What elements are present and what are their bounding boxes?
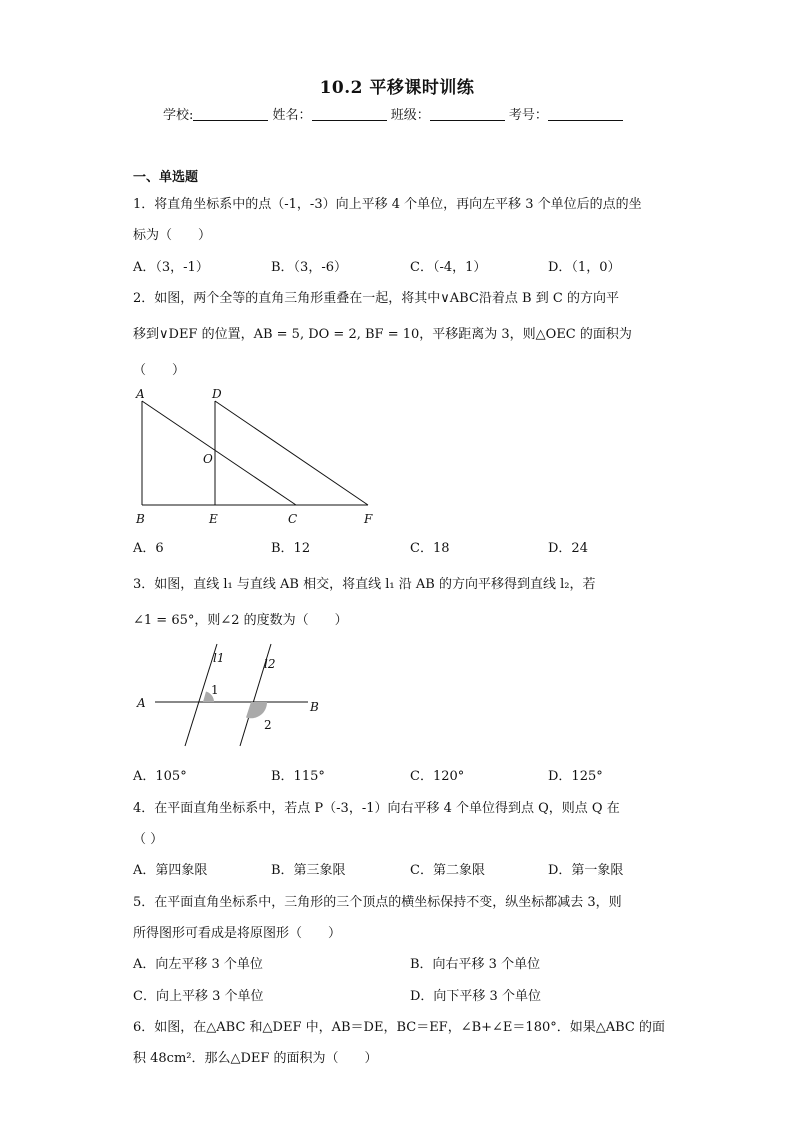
q2-option-a[interactable]: A．6 (133, 541, 164, 556)
class-blank[interactable] (430, 108, 505, 121)
label-d: D (212, 387, 222, 401)
q6-text-line1: 6．如图，在△ABC 和△DEF 中，AB＝DE，BC＝EF，∠B+∠E＝180°．如果△ABC 的面 (133, 1020, 665, 1035)
label-a: A (137, 696, 146, 710)
q1-option-a[interactable]: A．（3，-1） (133, 260, 209, 275)
label-b: B (310, 700, 319, 714)
exam-blank[interactable] (548, 108, 623, 121)
school-label: 学校: (163, 108, 194, 123)
q5-option-c[interactable]: C．向上平移 3 个单位 (133, 989, 264, 1004)
label-angle-2: 2 (264, 718, 272, 732)
q2-option-b[interactable]: B．12 (271, 541, 311, 556)
segment-df (215, 401, 368, 505)
label-l1: l1 (213, 651, 225, 665)
label-f: F (364, 512, 373, 526)
label-angle-1: 1 (211, 683, 219, 697)
q2-text-line1: 2．如图，两个全等的直角三角形重叠在一起，将其中∨ABC沿着点 B 到 C 的方向平 (133, 291, 619, 306)
label-o: O (203, 452, 213, 466)
name-label: 姓名： (272, 108, 312, 123)
q2-option-d[interactable]: D．24 (548, 541, 588, 556)
segment-ac (142, 401, 296, 505)
q4-option-d[interactable]: D．第一象限 (548, 863, 624, 878)
exam-label: 考号： (508, 108, 548, 123)
q4-option-c[interactable]: C．第二象限 (410, 863, 485, 878)
q4-text-line2: （ ） (133, 832, 164, 847)
name-blank[interactable] (312, 108, 387, 121)
school-blank[interactable] (193, 108, 268, 121)
q1-option-d[interactable]: D．（1，0） (548, 260, 621, 275)
q5-option-b[interactable]: B．向右平移 3 个单位 (410, 957, 541, 972)
section-heading: 一、单选题 (133, 170, 199, 185)
q3-text-line2: ∠1 = 65°，则∠2 的度数为（ ） (133, 613, 348, 628)
label-c: C (288, 512, 298, 526)
q3-option-d[interactable]: D．125° (548, 769, 603, 784)
q5-option-a[interactable]: A．向左平移 3 个单位 (133, 957, 263, 972)
q5-option-d[interactable]: D．向下平移 3 个单位 (410, 989, 541, 1004)
label-a: A (136, 387, 145, 401)
q1-option-b[interactable]: B．（3，-6） (271, 260, 347, 275)
label-b: B (136, 512, 145, 526)
page-title: 10.2 平移课时训练 (319, 78, 475, 98)
student-info-row (163, 104, 623, 123)
q4-text-line1: 4．在平面直角坐标系中，若点 P（-3，-1）向右平移 4 个单位得到点 Q，则点 Q 在 (133, 801, 620, 816)
q1-text-line1: 1．将直角坐标系中的点（-1，-3）向上平移 4 个单位，再向左平移 3 个单位后的点的坐 (133, 197, 642, 212)
q2-figure (130, 385, 390, 530)
class-label: 班级： (390, 108, 430, 123)
q2-text-line3: （ ） (133, 363, 186, 378)
q5-text-line1: 5．在平面直角坐标系中，三角形的三个顶点的横坐标保持不变，纵坐标都减去 3，则 (133, 895, 622, 910)
q4-option-b[interactable]: B．第三象限 (271, 863, 346, 878)
q3-option-c[interactable]: C．120° (410, 769, 465, 784)
q3-option-b[interactable]: B．115° (271, 769, 325, 784)
q1-text-line2: 标为（ ） (133, 228, 212, 243)
angle-2-mark (246, 702, 267, 718)
q2-option-c[interactable]: C．18 (410, 541, 450, 556)
q2-text-line2: 移到∨DEF 的位置，AB = 5, DO = 2, BF = 10，平移距离为 3，则△OEC 的面积为 (133, 327, 632, 342)
label-l2: l2 (264, 657, 276, 671)
q3-text-line1: 3．如图，直线 l₁ 与直线 AB 相交，将直线 l₁ 沿 AB 的方向平移得到直线 l₂，若 (133, 577, 596, 592)
q4-option-a[interactable]: A．第四象限 (133, 863, 208, 878)
q1-option-c[interactable]: C．（-4，1） (410, 260, 487, 275)
label-e: E (209, 512, 218, 526)
q6-text-line2: 积 48cm²．那么△DEF 的面积为（ ） (133, 1051, 378, 1066)
q3-figure (130, 638, 330, 753)
q5-text-line2: 所得图形可看成是将原图形（ ） (133, 926, 342, 941)
q3-option-a[interactable]: A．105° (133, 769, 187, 784)
